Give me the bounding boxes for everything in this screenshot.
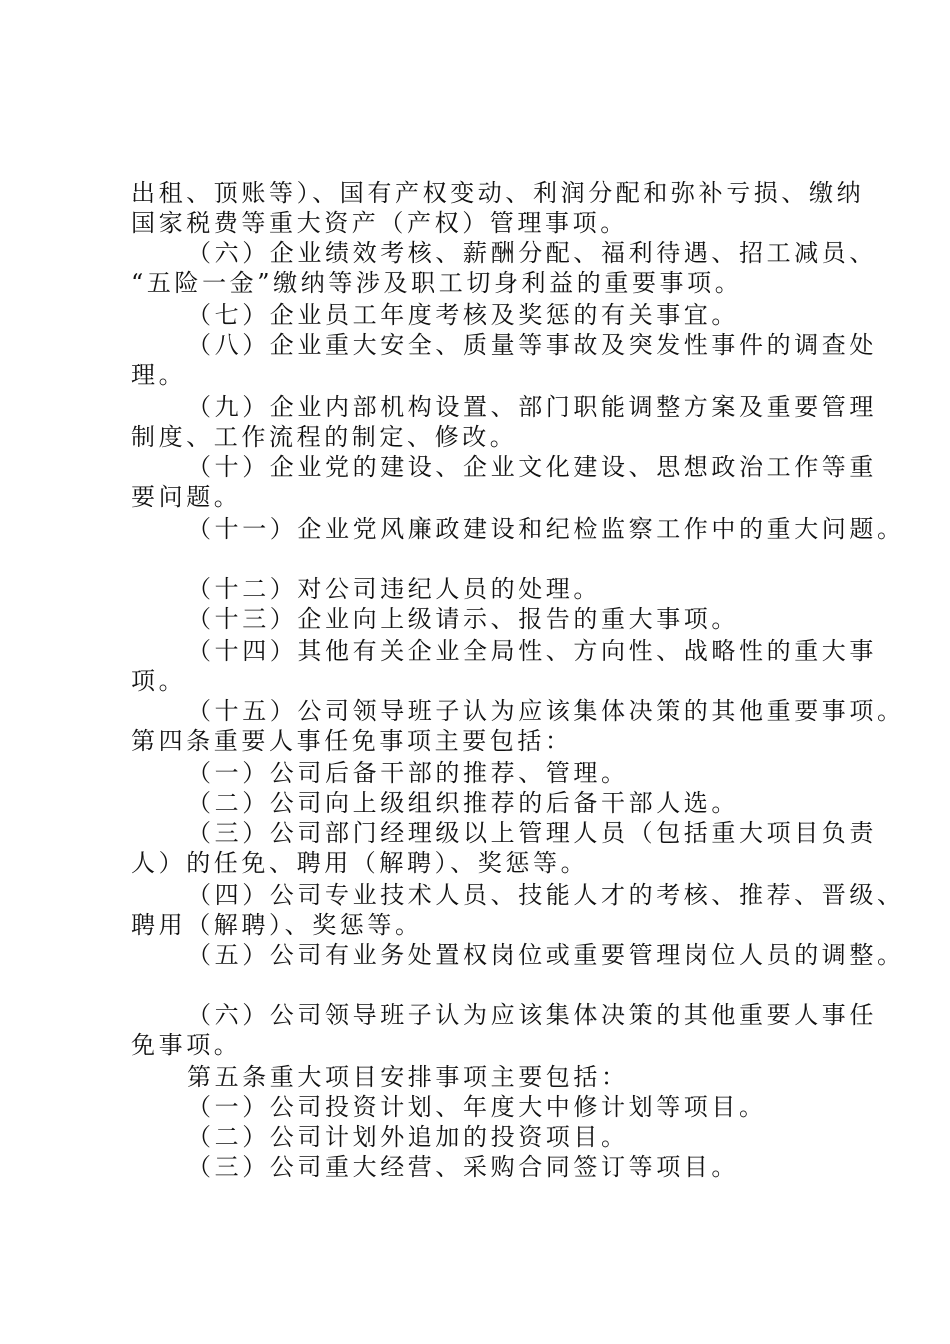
text-line: 出租、顶账等）、国有产权变动、利润分配和弥补亏损、缴纳 <box>131 179 865 207</box>
text-line: 国家税费等重大资产（产权）管理事项。 <box>131 209 628 237</box>
text-line: “五险一金”缴纳等涉及职工切身利益的重要事项。 <box>131 269 743 297</box>
text-line: （十一）企业党风廉政建设和纪检监察工作中的重大问题。 <box>187 515 905 543</box>
section-heading: 第五条重大项目安排事项主要包括： <box>187 1063 629 1091</box>
text-line: （二）公司计划外追加的投资项目。 <box>187 1123 629 1151</box>
text-line: （十四）其他有关企业全局性、方向性、战略性的重大事 <box>187 637 877 665</box>
text-line: （二）公司向上级组织推荐的后备干部人选。 <box>187 789 739 817</box>
text-line: （三）公司重大经营、采购合同签订等项目。 <box>187 1153 739 1181</box>
text-line: （六）企业绩效考核、薪酬分配、福利待遇、招工减员、 <box>187 239 877 267</box>
text-line: （十）企业党的建设、企业文化建设、思想政治工作等重 <box>187 453 877 481</box>
text-line: （一）公司投资计划、年度大中修计划等项目。 <box>187 1093 767 1121</box>
text-line: （四）公司专业技术人员、技能人才的考核、推荐、晋级、 <box>187 881 905 909</box>
text-line: （十二）对公司违纪人员的处理。 <box>187 575 601 603</box>
text-line: （八）企业重大安全、质量等事故及突发性事件的调查处 <box>187 331 877 359</box>
text-line: 项。 <box>131 667 187 695</box>
text-line: 免事项。 <box>131 1031 242 1059</box>
text-line: （十五）公司领导班子认为应该集体决策的其他重要事项。 <box>187 697 905 725</box>
text-line: （九）企业内部机构设置、部门职能调整方案及重要管理 <box>187 393 877 421</box>
text-line: （七）企业员工年度考核及奖惩的有关事宜。 <box>187 301 739 329</box>
text-line: 聘用（解聘）、奖惩等。 <box>131 911 423 939</box>
text-line: 要问题。 <box>131 483 242 511</box>
text-line: （一）公司后备干部的推荐、管理。 <box>187 759 629 787</box>
text-line: （五）公司有业务处置权岗位或重要管理岗位人员的调整。 <box>187 941 905 969</box>
text-line: 制度、工作流程的制定、修改。 <box>131 423 518 451</box>
text-line: 理。 <box>131 361 187 389</box>
text-line: （三）公司部门经理级以上管理人员（包括重大项目负责 <box>187 819 877 847</box>
text-line: （十三）企业向上级请示、报告的重大事项。 <box>187 605 739 633</box>
text-line: （六）公司领导班子认为应该集体决策的其他重要人事任 <box>187 1001 877 1029</box>
text-line: 人）的任免、聘用（解聘）、奖惩等。 <box>131 849 589 877</box>
section-heading: 第四条重要人事任免事项主要包括： <box>131 727 573 755</box>
